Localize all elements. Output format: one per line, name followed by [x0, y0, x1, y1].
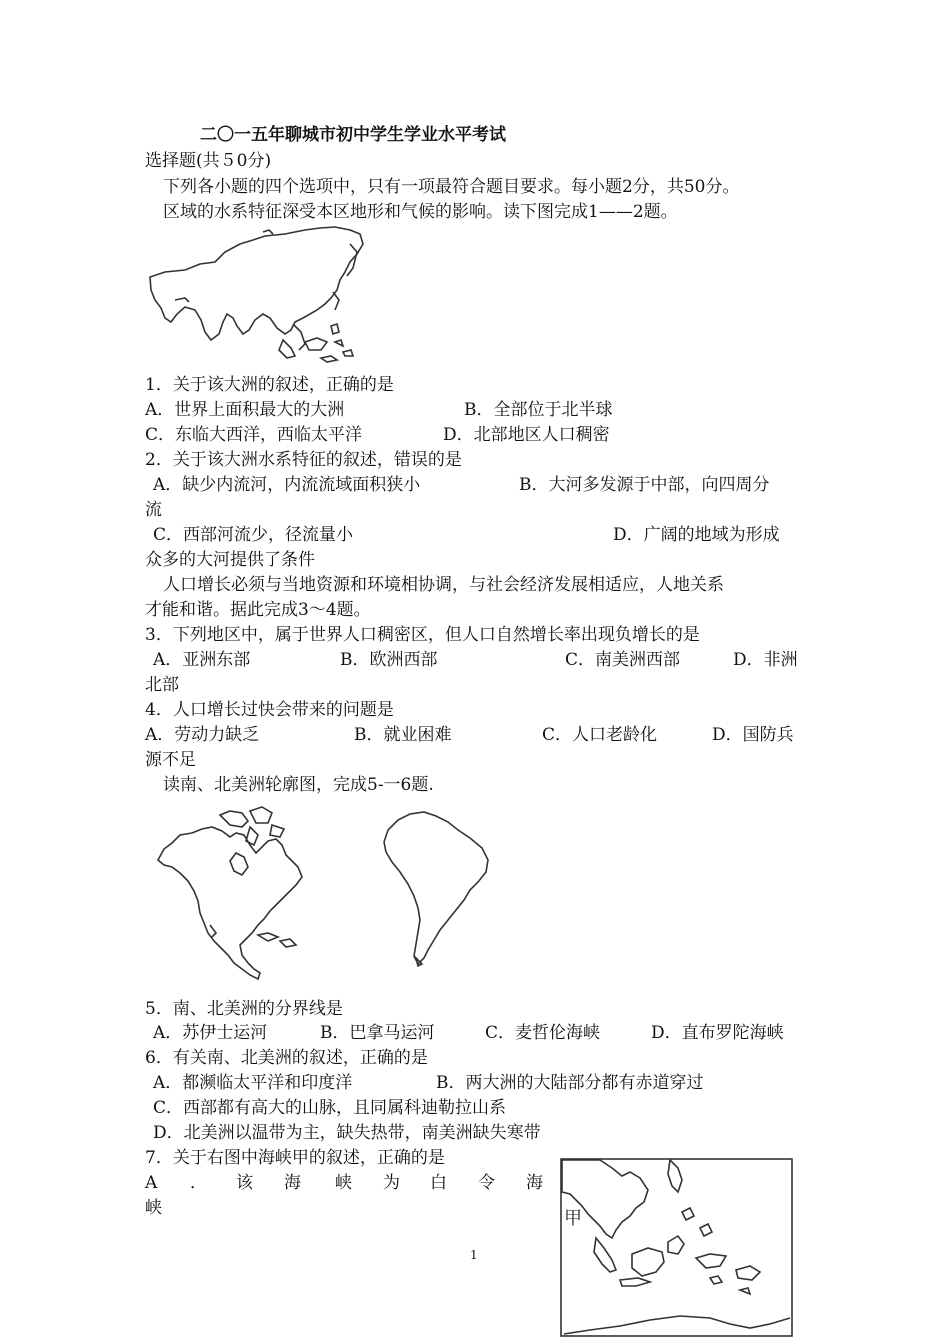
q2-stem: 2．关于该大洲水系特征的叙述，错误的是	[145, 450, 462, 470]
label-jia: 甲	[564, 1208, 582, 1229]
q1-option-a[interactable]: A．世界上面积最大的大洲	[145, 400, 345, 420]
q5-option-b[interactable]: B．巴拿马运河	[320, 1023, 435, 1043]
q7-option-a-char[interactable]: ．	[190, 1173, 207, 1193]
q6-option-d[interactable]: D．北美洲以温带为主，缺失热带，南美洲缺失寒带	[153, 1123, 541, 1143]
q2-option-d-cont: 众多的大河提供了条件	[145, 550, 315, 570]
q2-option-c[interactable]: C．西部河流少，径流量小	[153, 525, 354, 545]
q3-option-d-cont: 北部	[145, 675, 179, 695]
intro-q1-q2: 区域的水系特征深受本区地形和气候的影响。读下图完成1——2题。	[163, 202, 678, 222]
q4-option-c[interactable]: C．人口老龄化	[542, 725, 658, 745]
q2-option-b-cont: 流	[145, 500, 162, 520]
q2-option-a[interactable]: A．缺少内流河，内流流域面积狭小	[153, 475, 421, 495]
q7-option-a-char[interactable]: 该	[236, 1173, 253, 1193]
page-number: 1	[470, 1248, 478, 1262]
q6-option-b[interactable]: B．两大洲的大陆部分都有赤道穿过	[436, 1073, 704, 1093]
q6-option-a[interactable]: A．都濒临太平洋和印度洋	[153, 1073, 353, 1093]
q3-option-c[interactable]: C．南美洲西部	[565, 650, 681, 670]
q1-option-c[interactable]: C．东临大西洋，西临太平洋	[145, 425, 363, 445]
instructions: 下列各小题的四个选项中，只有一项最符合题目要求。每小题2分，共50分。	[163, 177, 740, 197]
north-america-map	[150, 805, 320, 985]
q3-stem: 3．下列地区中，属于世界人口稠密区，但人口自然增长率出现负增长的是	[145, 625, 700, 645]
q7-option-a-char[interactable]: 令	[478, 1173, 495, 1193]
q1-option-b[interactable]: B．全部位于北半球	[464, 400, 613, 420]
q2-option-b[interactable]: B．大河多发源于中部，向四周分	[519, 475, 770, 495]
q3-option-a[interactable]: A．亚洲东部	[153, 650, 251, 670]
q6-stem: 6．有关南、北美洲的叙述，正确的是	[145, 1048, 428, 1068]
exam-title: 二〇一五年聊城市初中学生学业水平考试	[200, 125, 506, 145]
south-america-map	[378, 808, 493, 968]
q4-option-a[interactable]: A．劳动力缺乏	[145, 725, 260, 745]
intro-q5-q6: 读南、北美洲轮廓图，完成5-一6题.	[163, 775, 434, 795]
q5-option-a[interactable]: A．苏伊士运河	[153, 1023, 268, 1043]
q6-option-c[interactable]: C．西部都有高大的山脉，且同属科迪勒拉山系	[153, 1098, 507, 1118]
q7-option-a-char[interactable]: A	[145, 1173, 158, 1193]
intro-q3-q4-line1: 人口增长必须与当地资源和环境相协调，与社会经济发展相适应，人地关系	[163, 575, 724, 595]
q4-option-d[interactable]: D．国防兵	[712, 725, 794, 745]
q7-option-a-char[interactable]: 白	[430, 1173, 447, 1193]
q1-option-d[interactable]: D．北部地区人口稠密	[443, 425, 610, 445]
q7-stem: 7．关于右图中海峡甲的叙述，正确的是	[145, 1148, 445, 1168]
q7-option-a-char[interactable]: 为	[383, 1173, 400, 1193]
strait-map	[560, 1158, 794, 1338]
q7-option-a-char[interactable]: 峡	[335, 1173, 352, 1193]
q5-option-d[interactable]: D．直布罗陀海峡	[651, 1023, 784, 1043]
q5-stem: 5．南、北美洲的分界线是	[145, 999, 343, 1019]
q4-option-d-cont: 源不足	[145, 750, 196, 770]
q7-option-a-char[interactable]: 海	[526, 1173, 543, 1193]
q7-option-a-cont: 峡	[145, 1198, 162, 1218]
q4-option-b[interactable]: B．就业困难	[354, 725, 452, 745]
q2-option-d[interactable]: D．广阔的地域为形成	[613, 525, 780, 545]
asia-map	[145, 222, 370, 367]
intro-q3-q4-line2: 才能和谐。据此完成3～4题。	[145, 600, 371, 620]
q7-option-a-char[interactable]: 海	[284, 1173, 301, 1193]
q3-option-b[interactable]: B．欧洲西部	[340, 650, 438, 670]
q3-option-d[interactable]: D．非洲	[733, 650, 798, 670]
q1-stem: 1．关于该大洲的叙述，正确的是	[145, 375, 394, 395]
q5-option-c[interactable]: C．麦哲伦海峡	[485, 1023, 601, 1043]
q4-stem: 4．人口增长过快会带来的问题是	[145, 700, 394, 720]
section-heading: 选择题(共５0分)	[145, 151, 272, 171]
